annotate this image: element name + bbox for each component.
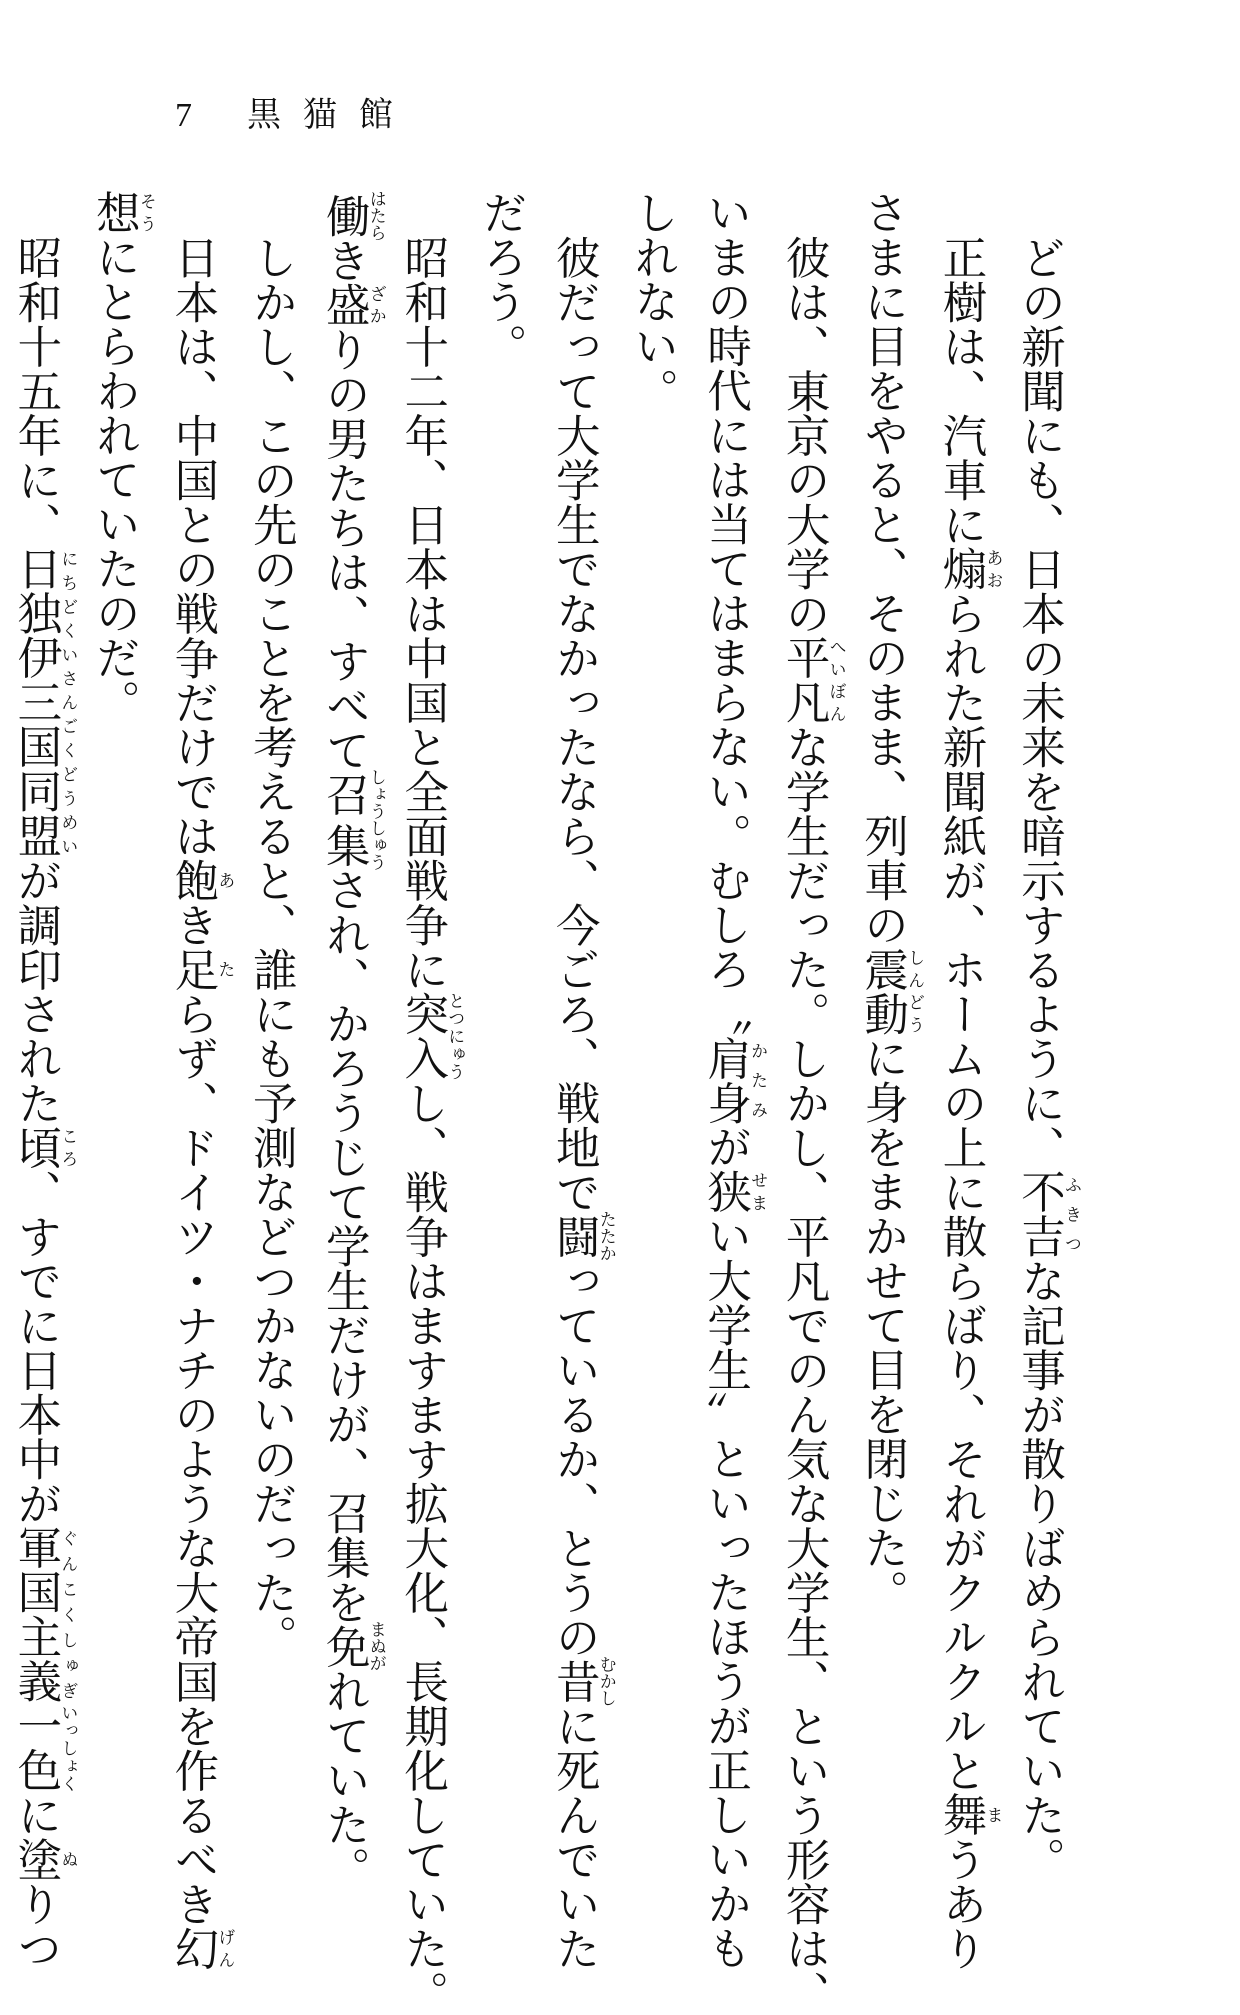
ruby-annotation: 不吉ふきつ (1013, 1169, 1081, 1258)
text-run: が調印された (9, 857, 61, 1125)
ruby-reading: ざか (365, 282, 386, 327)
ruby-reading: げん (214, 1925, 235, 1970)
ruby-annotation: 平凡へいぼん (778, 635, 846, 724)
ruby-annotation: 盛ざか (318, 282, 386, 327)
ruby-reading: あ (214, 857, 235, 902)
ruby-annotation: 闘たたか (548, 1210, 616, 1262)
text-line (0, 190, 78, 1970)
text-run: に死んでいた (548, 1703, 600, 1970)
text-run: 正樹は、汽車に (935, 234, 987, 546)
ruby-annotation: 肩身かたみ (699, 1035, 768, 1125)
ruby-annotation: 飽あ (166, 857, 235, 902)
text-run: 昭和十二年、日本は中国と全面戦争に (396, 234, 448, 991)
text-run: しれない。 (626, 190, 678, 413)
ruby-reading: そう (135, 190, 156, 235)
text-line (688, 190, 768, 1970)
ruby-reading: しんどう (904, 946, 925, 1036)
ruby-reading: むかし (595, 1655, 616, 1707)
text-run: な記事が散りばめられていた。 (1013, 1258, 1065, 1881)
ruby-reading: ぐんこくしゅぎ (57, 1525, 78, 1703)
ruby-reading: にちどくいさんごくどうめい (57, 546, 78, 858)
text-run: 昭和十五年に、 (9, 234, 61, 546)
ruby-annotation: 足た (166, 946, 235, 991)
page-number: 7 (175, 97, 192, 134)
ruby-annotation: 召集しょうしゅう (318, 768, 386, 871)
ruby-annotation: 免まぬが (318, 1620, 386, 1672)
text-run: き (318, 237, 370, 283)
ruby-annotation: 狭せま (699, 1169, 768, 1214)
chapter-title: 黒猫館 (247, 95, 415, 135)
ruby-annotation: 塗ぬ (9, 1836, 78, 1881)
text-line (76, 190, 154, 1650)
text-line (463, 190, 536, 1650)
ruby-annotation: 軍国主義ぐんこくしゅぎ (9, 1525, 78, 1703)
ruby-annotation: 煽あお (935, 546, 1003, 591)
ruby-annotation: 震動しんどう (856, 946, 925, 1036)
ruby-reading: とつにゅう (444, 991, 465, 1080)
ruby-annotation: 頃ころ (9, 1124, 78, 1169)
ruby-annotation: 突入とつにゅう (396, 991, 465, 1080)
ruby-annotation: 働はたら (318, 190, 386, 241)
text-run: さまに目をやると、そのまま、列車の (856, 190, 908, 947)
text-run: にとらわれていたのだ。 (88, 234, 140, 724)
text-run: れていた。 (318, 1668, 370, 1891)
text-line (536, 190, 616, 1970)
text-line (1002, 190, 1081, 1881)
text-run: き (166, 902, 218, 947)
text-run: しかし、この先のことを考えると、誰にも予測などつかないのだった。 (245, 234, 297, 1659)
text-run: 彼は、東京の大学の (778, 234, 830, 635)
text-run: 日本は、中国との戦争だけでは (166, 234, 218, 858)
ruby-reading: たたか (595, 1210, 616, 1262)
text-run: いまの時代には当てはまらない。むしろ〝 (699, 190, 751, 1036)
text-line (615, 190, 688, 1650)
text-run: 、すでに日本中が (9, 1169, 61, 1525)
ruby-reading: いっしょく (57, 1703, 78, 1792)
ruby-reading: ころ (57, 1124, 78, 1169)
text-run: し、戦争はますます拡大化、長期化していた。 (396, 1080, 448, 2015)
ruby-reading: ぬ (57, 1836, 78, 1881)
text-run: うあり (935, 1836, 987, 1970)
text-run: な学生だった。しかし、平凡でのん気な大学生、という形容は、 (778, 724, 830, 2015)
ruby-annotation: 昔むかし (548, 1655, 616, 1707)
text-line (155, 190, 235, 1970)
text-run: どの新聞にも、日本の未来を暗示するように、 (1013, 234, 1065, 1169)
vertical-body-text (9, 190, 1081, 2015)
ruby-annotation: 幻げん (166, 1925, 235, 1970)
text-line (306, 190, 386, 1891)
ruby-annotation: 一色いっしょく (9, 1703, 78, 1792)
text-line (845, 190, 923, 1650)
text-run: らず、ドイツ・ナチのような大帝国を作るべき (166, 991, 218, 1926)
ruby-reading: へいぼん (825, 635, 846, 724)
text-run: られた新聞紙が、ホームの上に散らばり、それがクルクルと (935, 590, 987, 1792)
ruby-reading: かたみ (747, 1035, 768, 1125)
text-run: りつ (9, 1881, 61, 1970)
ruby-annotation: 舞ま (935, 1792, 1003, 1837)
text-run: に (9, 1792, 61, 1837)
text-run: だろう。 (475, 190, 527, 368)
text-line (233, 190, 306, 1659)
running-header (175, 95, 415, 135)
text-run: 彼だって大学生でなかったなら、今ごろ、戦地で (548, 234, 600, 1214)
text-line (385, 190, 465, 2015)
text-line (923, 190, 1003, 1970)
ruby-reading: ふきつ (1061, 1169, 1081, 1258)
ruby-reading: はたら (365, 190, 386, 241)
ruby-annotation: 想そう (88, 190, 156, 235)
text-line (766, 190, 846, 2015)
ruby-reading: あお (982, 546, 1003, 591)
text-run: りの男たちは、すべて (318, 326, 370, 772)
ruby-reading: た (214, 946, 235, 991)
text-run: され、かろうじて学生だけが、召集を (318, 867, 370, 1624)
text-run: っているか、とうの (548, 1258, 600, 1659)
ruby-annotation: 日独伊三国同盟にちどくいさんごくどうめい (9, 546, 78, 858)
ruby-reading: まぬが (365, 1620, 386, 1672)
ruby-reading: せま (747, 1169, 768, 1214)
ruby-reading: ま (982, 1792, 1003, 1837)
text-run: い大学生〟といったほうが正しいかも (699, 1213, 751, 1970)
ruby-reading: しょうしゅう (365, 768, 386, 871)
text-run: が (699, 1124, 751, 1169)
text-run: に身をまかせて目を閉じた。 (856, 1035, 908, 1614)
